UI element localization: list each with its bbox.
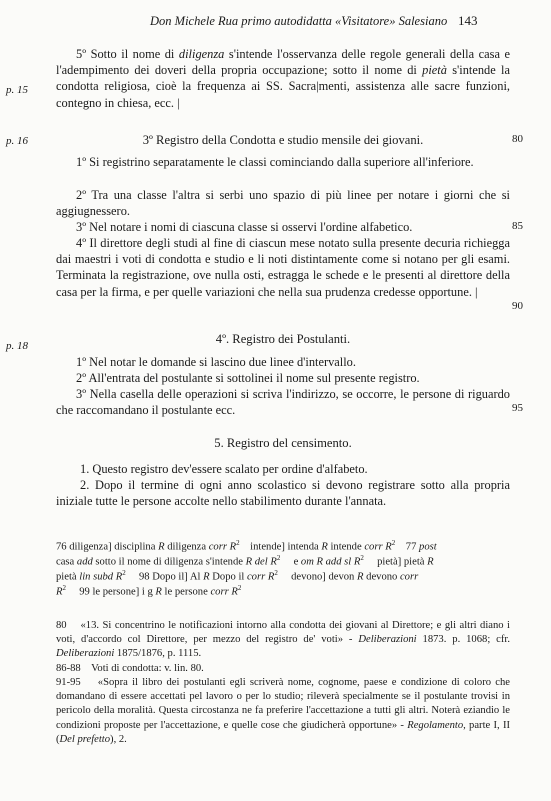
page-number: 143	[458, 13, 478, 28]
line-number-90: 90	[512, 300, 523, 312]
line-number-85: 85	[512, 220, 523, 232]
p5-term-pieta: pietà	[422, 63, 447, 78]
section-3-item-4: 4º Il direttore degli studi al fine di ciascun mese notato sulla presente decuria richiegga dai maestri i voti di condotta e studio e li noti distintamente come si notano per gli esami. Terminata la registrazione, ove nulla osti, estragga le schede e le presenti al direttore della casa per la firma, e per quelle variazioni che nella sua prudenza credesse opportune. |	[56, 236, 510, 299]
line-number-80: 80	[512, 133, 523, 145]
note-86-88: 86-88 Voti di condotta: v. lin. 80.	[56, 663, 204, 674]
section-3-item-1: 1º Si registrino separatamente le classi cominciando dalla superiore all'inferiore.	[76, 155, 474, 169]
margin-note-p18: p. 18	[6, 340, 28, 352]
section-4-item-1: 1º Nel notar le domande si lascino due linee d'intervallo.	[76, 355, 356, 369]
section-5-item-2: 2. Dopo il termine di ogni anno scolastico si devono registrare sotto alla propria iniziale tutte le persone accolte nello stabilimento durante l'annata.	[56, 478, 510, 509]
section-4-item-3: 3º Nella casella delle operazioni si scriva l'indirizzo, se occorre, le persone di riguardo che raccomandano il postulante ecc.	[56, 387, 510, 418]
apparatus-line-2: casa add sotto il nome di diligenza s'intende R del $R^2$ e om R add sl $R^2$ pietà] pietà R	[56, 554, 434, 568]
section-5-item-1: 1. Questo registro dev'essere scalato per ordine d'alfabeto.	[80, 462, 368, 476]
p5-text-c: s'intende l'osservanza delle regole generali della casa e l'adempimento dei doveri della propria occupazione; sotto il nome di	[56, 47, 510, 78]
apparatus-line-4: $R^2$ 99 le persone] i g R le persone corr $R^2$	[56, 584, 242, 598]
section-4-heading: 4º. Registro dei Postulanti.	[215, 332, 351, 346]
note-91-95: 91-95 «Sopra il libro dei postulanti egli scriverà nome, cognome, paese e condizione di coloro che domandano di essere accettati pel lavoro o per lo studio; rileverà specialmente se il postulante trovisi in pericolo della moralità. Questa circostanza ne fa preferire l'accettazione a tutti gli altri. Noterà eziandio le condizioni proposte per l'accettazione, e quelle cose che giudicherà opportune» - Regolamento, parte I, II (Del prefetto), 2.	[56, 677, 513, 745]
margin-note-p16: p. 16	[6, 135, 28, 147]
p5-text-e: s'intende la condotta religiosa, cioè la frequenza ai SS. Sacra|menti, assistenza alle sacre funzioni, contegno in chiesa, ecc. |	[56, 63, 510, 110]
running-title: Don Michele Rua primo autodidatta «Visitatore» Salesiano	[150, 14, 448, 28]
p5-text-a: 5º Sotto il nome di	[76, 47, 179, 61]
note-80: 80 «13. Si concentrino le notificazioni intorno alla condotta dei giovani al Direttore; e gli altri diano i voti, d'accordo col Direttore, per mezzo del registro de' voti» - Deliberazioni 1873. p. 1068; cfr. Deliberazioni 1875/1876, p. 1115.	[56, 620, 513, 660]
section-5-heading: 5. Registro del censimento.	[214, 436, 352, 450]
section-3-item-2: 2º Tra una classe l'altra si serbi uno spazio di più linee per notare i giorni che si aggiugnessero.	[56, 188, 510, 219]
margin-note-p15: p. 15	[6, 84, 28, 96]
paragraph-5	[56, 46, 510, 111]
line-number-95: 95	[512, 402, 523, 414]
running-header	[0, 10, 551, 30]
apparatus-line-3: pietà lin subd $R^2$ 98 Dopo il] Al R Dopo il corr $R^2$ devono] devon R devono corr	[56, 569, 419, 583]
apparatus-line-1: 76 diligenza] disciplina R diligenza corr $R^2$ intende] intenda R intende corr $R^2$ 77 post	[56, 539, 437, 553]
section-3-heading: 3º Registro della Condotta e studio mensile dei giovani.	[142, 133, 424, 147]
section-4-item-2: 2º All'entrata del postulante si sottolinei il nome sul presente registro.	[76, 371, 420, 385]
p5-term-diligenza: diligenza	[178, 47, 225, 61]
section-3-item-3: 3º Nel notare i nomi di ciascuna classe si osservi l'ordine alfabetico.	[76, 220, 413, 234]
